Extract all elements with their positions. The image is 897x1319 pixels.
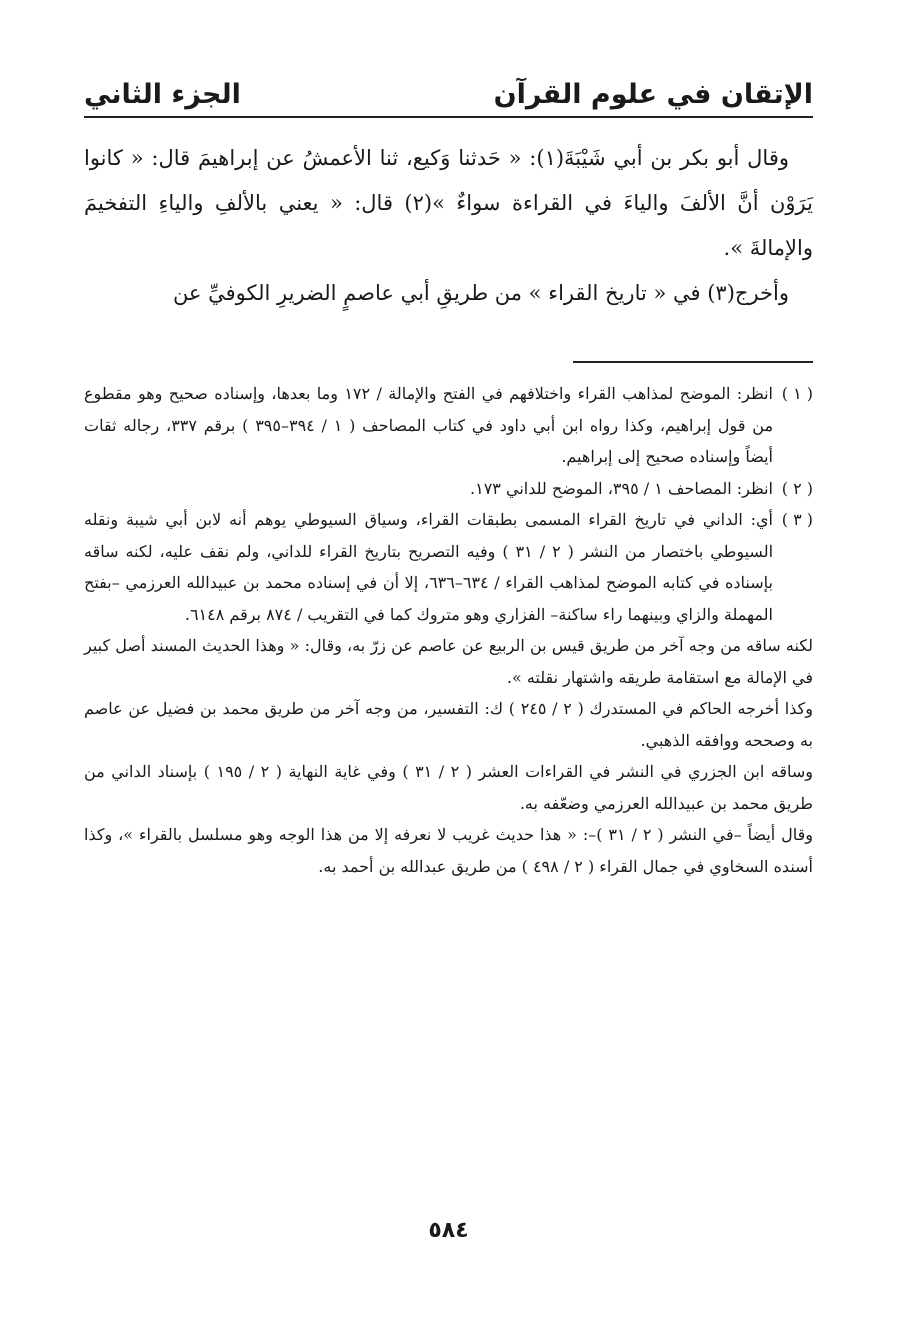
footnote-number: ( ١ ) xyxy=(781,384,814,403)
footnote-text: انظر: الموضح لمذاهب القراء واختلافهم في الفتح والإمالة / ١٧٢ وما بعدها، وإسناده صحيح وهو مقطوع من قول إبراهيم، وكذا رواه ابن أبي داود في كتاب المصاحف ( ١ / ٣٩٤–٣٩٥ ) برقم ٣٣٧، رجاله ثقات أيضاً وإسناده صحيح إلى إبراهيم. xyxy=(84,384,774,466)
footnote xyxy=(84,378,813,473)
footnote-text: أي: الداني في تاريخ القراء المسمى بطبقات القراء، وسياق السيوطي يوهم أنه لابن أبي شيبة ونقله السيوطي باختصار من النشر ( ٢ / ٣١ ) وفيه التصريح بتاريخ القراء للداني، ولم نقف عليه، لكنه ساقه بإسناده في كتابه الموضح لمذاهب القراء / ٦٣٤–٦٣٦، إلا أن في إسناده محمد بن عبيدالله العرزمي –بفتح المهملة والزاي وبينهما راء ساكنة– الفزاري وهو متروك كما في التقريب / ٨٧٤ برقم ٦١٤٨. xyxy=(84,510,774,624)
main-paragraph: وأخرج(٣) في « تاريخ القراء » من طريقِ أبي عاصمٍ الضريرِ الكوفيِّ عن xyxy=(172,281,789,305)
running-header xyxy=(84,62,813,118)
main-text xyxy=(84,136,813,316)
footnote-continuation: وقال أيضاً –في النشر ( ٢ / ٣١ )–: « هذا حديث غريب لا نعرفه إلا من هذا الوجه وهو مسلسل بالقراء »، وكذا أسنده السخاوي في جمال القراء ( ٢ / ٤٩٨ ) من طريق عبدالله بن أحمد به. xyxy=(84,825,814,876)
footnote-continuation: لكنه ساقه من وجه آخر من طريق قيس بن الربيع عن عاصم عن زرّ به، وقال: « وهذا الحديث المسند أصل كبير في الإمالة مع استقامة طريقه واشتهار نقلته ». xyxy=(84,636,813,687)
footnote xyxy=(84,504,813,630)
book-title: الإتقان في علوم القرآن xyxy=(493,79,813,110)
footnote-number: ( ٣ ) xyxy=(781,510,813,529)
footnote-continuation: وساقه ابن الجزري في النشر في القراءات العشر ( ٢ / ٣١ ) وفي غاية النهاية ( ٢ / ١٩٥ ) بإسناد الداني من طريق محمد بن عبيدالله العرزمي وضعّفه به. xyxy=(84,762,813,813)
footnotes xyxy=(84,378,813,882)
footnote xyxy=(84,473,813,505)
part-label: الجزء الثاني xyxy=(84,79,241,110)
footnote-separator xyxy=(573,361,813,363)
footnote-number: ( ٢ ) xyxy=(781,478,813,498)
main-paragraph: وقال أبو بكر بن أبي شَيْبَةَ(١): « حَدثنا وَكيع، ثنا الأعمشُ عن إبراهيمَ قال: « كانوا يَرَوْن أنَّ الألفَ والياءَ في القراءة سواءٌ »(٢) قال: « يعني بالألفِ والياءِ التفخيمَ والإمالةَ ». xyxy=(84,146,813,260)
footnote-text: انظر: المصاحف ١ / ٣٩٥، الموضح للداني ١٧٣. xyxy=(470,478,773,498)
page-number: ٥٨٤ xyxy=(428,1218,469,1243)
footnote-continuation: وكذا أخرجه الحاكم في المستدرك ( ٢ / ٢٤٥ ) ك: التفسير، من وجه آخر من طريق محمد بن فضيل عن عاصم به وصححه ووافقه الذهبي. xyxy=(84,699,813,750)
